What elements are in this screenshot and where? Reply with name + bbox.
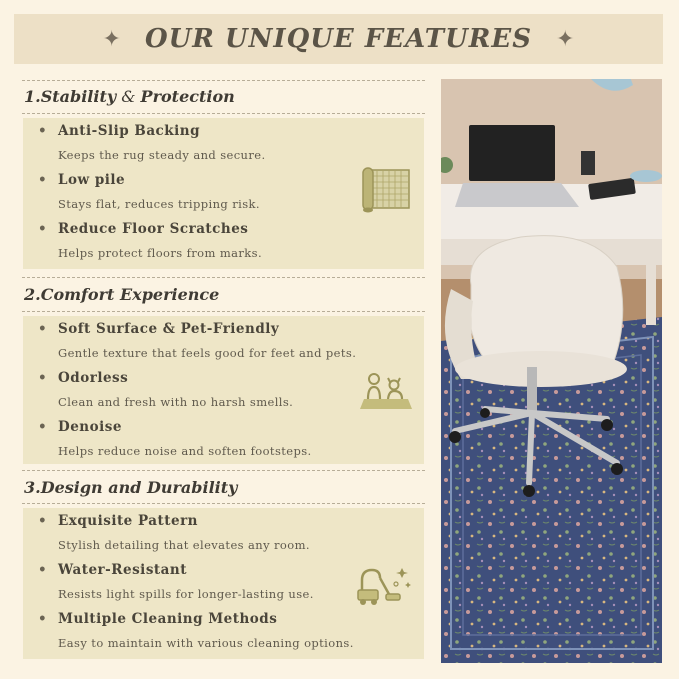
feature-title: • Exquisite Pattern [38,513,198,529]
feature-item [38,611,358,650]
feature-item [38,513,358,552]
vacuum-cleaner-icon [356,558,416,606]
feature-title: • Reduce Floor Scratches [38,221,249,237]
section-panel-design [23,508,424,659]
section-divider [22,113,425,114]
section-divider [22,277,425,278]
chair-post [527,367,537,413]
feature-title: • Low pile [38,172,126,188]
page-title: OUR UNIQUE FEATURES [144,24,533,54]
feature-description: Resists light spills for longer-lasting use. [58,587,314,601]
feature-title: • Multiple Cleaning Methods [38,611,278,627]
product-photo [441,79,662,663]
feature-title: • Denoise [38,419,122,435]
section-divider [22,311,425,312]
feature-item [38,370,358,409]
section-title-stability: 1.Stability & Protection [24,87,235,106]
sparkle-right-icon: ✦ [556,26,575,52]
feature-description: Gentle texture that feels good for feet and pets. [58,346,357,360]
feature-description: Stylish detailing that elevates any room. [58,538,310,552]
header-banner [14,14,663,64]
feature-item [38,221,358,260]
feature-description: Easy to maintain with various cleaning options. [58,636,354,650]
section-panel-comfort [23,316,424,464]
pen-holder [581,151,595,175]
lamp-base [630,170,662,182]
child-and-pet-icon [358,371,414,413]
feature-description: Keeps the rug steady and secure. [58,148,266,162]
feature-item [38,123,358,162]
feature-description: Stays flat, reduces tripping risk. [58,197,260,211]
section-divider [22,470,425,471]
section-divider [22,503,425,504]
chair-seat [455,351,627,387]
feature-item [38,172,358,211]
feature-title: • Soft Surface & Pet-Friendly [38,321,280,337]
section-title-comfort: 2.Comfort Experience [24,285,220,304]
feature-description: Clean and fresh with no harsh smells. [58,395,294,409]
section-title-design: 3.Design and Durability [24,478,238,497]
feature-title: • Water-Resistant [38,562,187,578]
section-panel-stability [23,118,424,269]
feature-item [38,419,358,458]
laptop-screen [469,125,555,181]
rolled-rug-icon [359,166,413,214]
sparkle-left-icon: ✦ [102,26,121,52]
feature-title: • Odorless [38,370,129,386]
desk-leg [646,265,656,325]
laptop-keyboard [455,183,579,207]
section-divider [22,80,425,81]
feature-description: Helps protect floors from marks. [58,246,263,260]
feature-item [38,562,358,601]
feature-description: Helps reduce noise and soften footsteps. [58,444,312,458]
feature-title: • Anti-Slip Backing [38,123,201,139]
feature-item [38,321,358,360]
